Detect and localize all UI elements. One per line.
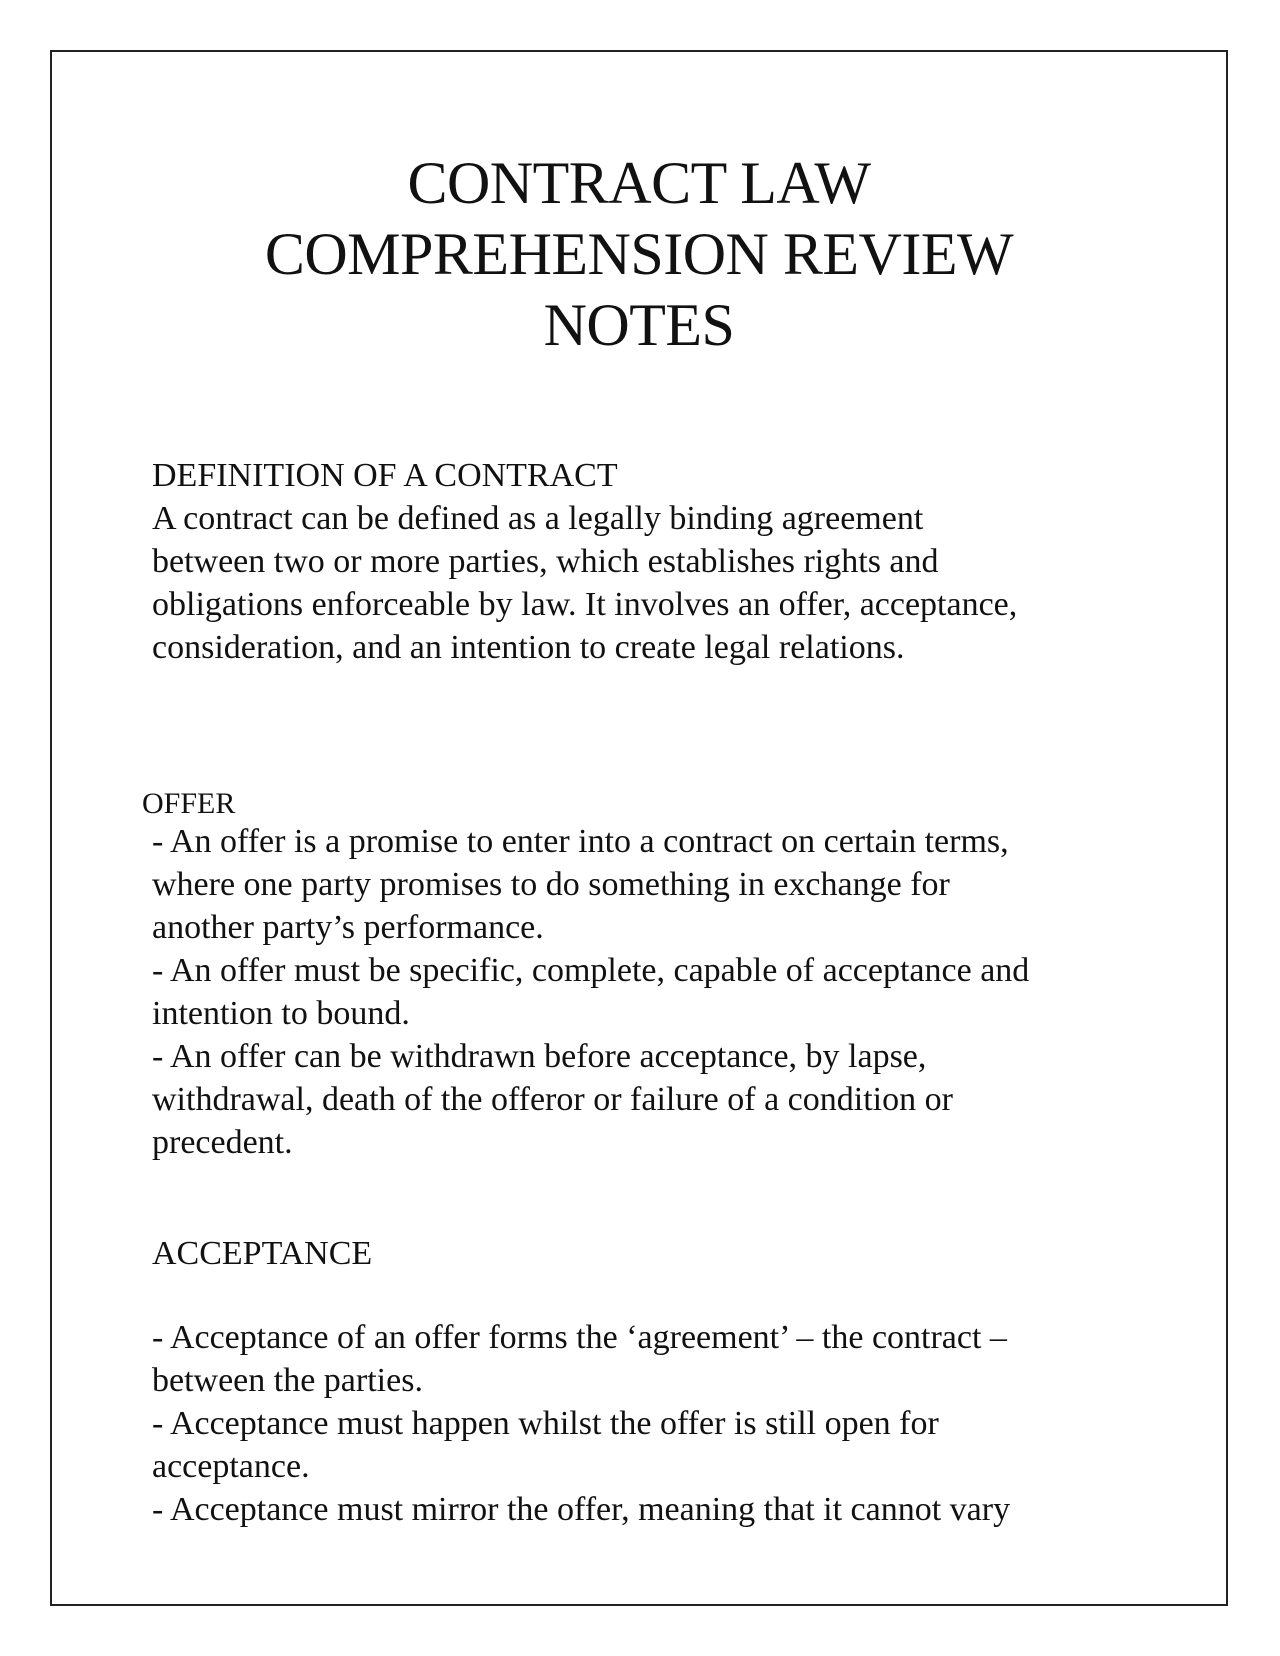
page-frame <box>50 50 1228 1606</box>
section-heading-acceptance: ACCEPTANCE <box>152 1235 373 1272</box>
text-line: - Acceptance of an offer forms the ‘agreement’ – the contract – <box>152 1319 1007 1356</box>
text-line: between the parties. <box>152 1362 423 1399</box>
section-body-definition <box>152 497 1192 669</box>
title-line: NOTES <box>543 292 735 358</box>
section-body-offer <box>152 820 1192 1164</box>
title-line: CONTRACT LAW <box>407 150 871 216</box>
text-line: another party’s performance. <box>152 909 544 946</box>
text-line: - Acceptance must happen whilst the offer is still open for <box>152 1405 939 1442</box>
section-heading-definition: DEFINITION OF A CONTRACT <box>152 457 618 494</box>
text-line: intention to bound. <box>152 995 410 1032</box>
text-line: where one party promises to do something in exchange for <box>152 866 950 903</box>
text-line: acceptance. <box>152 1448 310 1485</box>
text-line: - An offer is a promise to enter into a contract on certain terms, <box>152 823 1009 860</box>
text-line: precedent. <box>152 1124 293 1161</box>
section-heading-offer: OFFER <box>142 787 236 820</box>
title-line: COMPREHENSION REVIEW <box>264 221 1014 287</box>
section-body-acceptance <box>152 1316 1192 1531</box>
text-line: withdrawal, death of the offeror or failure of a condition or <box>152 1081 953 1118</box>
text-line: obligations enforceable by law. It involves an offer, acceptance, <box>152 586 1018 623</box>
document-title <box>52 148 1226 361</box>
text-line: between two or more parties, which establishes rights and <box>152 543 939 580</box>
text-line: - An offer must be specific, complete, capable of acceptance and <box>152 952 1030 989</box>
text-line: - An offer can be withdrawn before acceptance, by lapse, <box>152 1038 927 1075</box>
text-line: A contract can be defined as a legally binding agreement <box>152 500 924 537</box>
text-line: - Acceptance must mirror the offer, meaning that it cannot vary <box>152 1491 1011 1528</box>
text-line: consideration, and an intention to create legal relations. <box>152 629 905 666</box>
